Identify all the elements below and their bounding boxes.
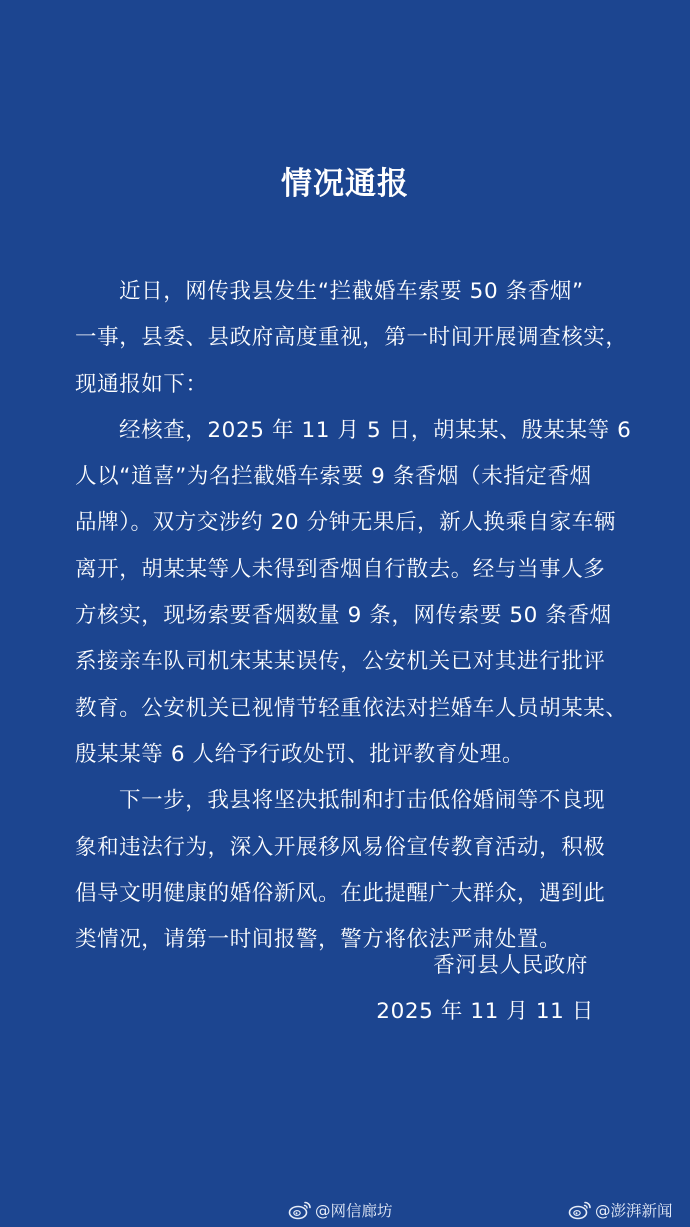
notice-body [75,269,635,963]
paragraph-line: 一事，县委、县政府高度重视，第一时间开展调查核实， [75,325,628,351]
paragraph-line: 经核查，2025 年 11 月 5 日，胡某某、殷某某等 6 [119,417,632,443]
weibo-icon [288,1200,312,1220]
paragraph-line: 品牌）。双方交涉约 20 分钟无果后，新人换乘自家车辆 [75,510,616,536]
paragraph-line: 现通报如下： [75,371,208,397]
paragraph-line: 倡导文明健康的婚俗新风。在此提醒广大群众，遇到此 [75,880,606,906]
paragraph-line: 教育。公安机关已视情节轻重依法对拦婚车人员胡某某、 [75,695,628,721]
paragraph-line: 近日，网传我县发生“拦截婚车索要 50 条香烟” [119,279,584,304]
paragraph-line: 象和违法行为，深入开展移风易俗宣传教育活动，积极 [75,834,606,860]
paragraph-line: 人以“道喜”为名拦截婚车索要 9 条香烟（未指定香烟 [75,464,592,490]
watermark-wangxin-langfang [288,1195,393,1225]
notice-title: 情况通报 [281,166,409,202]
weibo-icon [568,1200,592,1220]
paragraph-line: 方核实，现场索要香烟数量 9 条，网传索要 50 条香烟 [75,603,612,629]
signature-date: 2025 年 11 月 11 日 [376,999,594,1024]
paragraph-line: 系接亲车队司机宋某某误传，公安机关已对其进行批评 [75,649,606,675]
paragraph-line: 殷某某等 6 人给予行政处罚、批评教育处理。 [75,741,525,767]
watermark-pengpai-news [568,1195,673,1225]
paragraph-line: 类情况，请第一时间报警，警方将依法严肃处置。 [75,927,562,953]
signature-organization: 香河县人民政府 [433,953,588,978]
watermark-text: @网信廊坊 [315,1202,393,1220]
paragraph-line: 下一步，我县将坚决抵制和打击低俗婚闹等不良现 [119,788,606,814]
signature-block [376,943,594,1035]
paragraph-line: 离开，胡某某等人未得到香烟自行散去。经与当事人多 [75,556,606,582]
watermark-text: @澎湃新闻 [595,1202,673,1220]
